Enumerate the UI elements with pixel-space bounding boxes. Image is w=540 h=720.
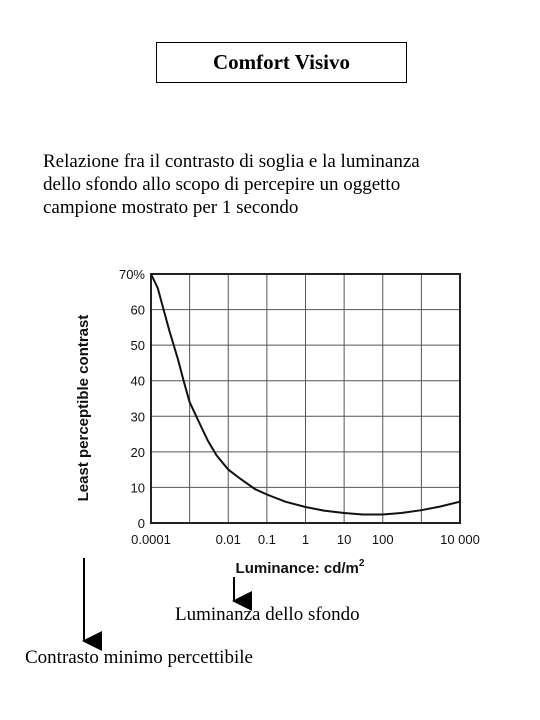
x-tick-label: 0.01 — [215, 532, 241, 547]
y-tick-label: 70% — [118, 267, 145, 282]
luminance-annotation: Luminanza dello sfondo — [175, 604, 360, 625]
y-tick-label: 10 — [130, 480, 145, 496]
y-tick-label: 20 — [130, 444, 145, 460]
x-tick-label: 10 000 — [440, 532, 480, 547]
y-tick-label: 0 — [137, 516, 145, 531]
x-axis-label-text: Luminance: cd/m — [235, 560, 359, 577]
x-tick-label: 100 — [371, 532, 394, 547]
description-line-1: Relazione fra il contrasto di soglia e la luminanza — [43, 151, 420, 172]
y-tick-label: 40 — [130, 373, 145, 389]
contrast-annotation: Contrasto minimo percettibile — [25, 647, 253, 668]
x-tick-label: 10 — [336, 532, 352, 547]
description-line-3: campione mostrato per 1 secondo — [43, 197, 299, 218]
x-tick-label: 1 — [301, 532, 310, 547]
x-tick-label: 0.0001 — [131, 532, 171, 547]
x-axis-label — [236, 558, 365, 577]
chart-grid — [151, 274, 460, 523]
page-title: Comfort Visivo — [156, 42, 407, 83]
y-axis-label: Least perceptible contrast — [75, 314, 92, 502]
y-tick-label: 30 — [130, 409, 145, 425]
x-tick-label: 0.1 — [257, 532, 276, 547]
y-tick-label: 60 — [130, 302, 145, 318]
description-line-2: dello sfondo allo scopo di percepire un oggetto — [43, 174, 401, 195]
y-tick-label: 50 — [130, 338, 145, 354]
x-axis-label-superscript: 2 — [358, 558, 365, 569]
